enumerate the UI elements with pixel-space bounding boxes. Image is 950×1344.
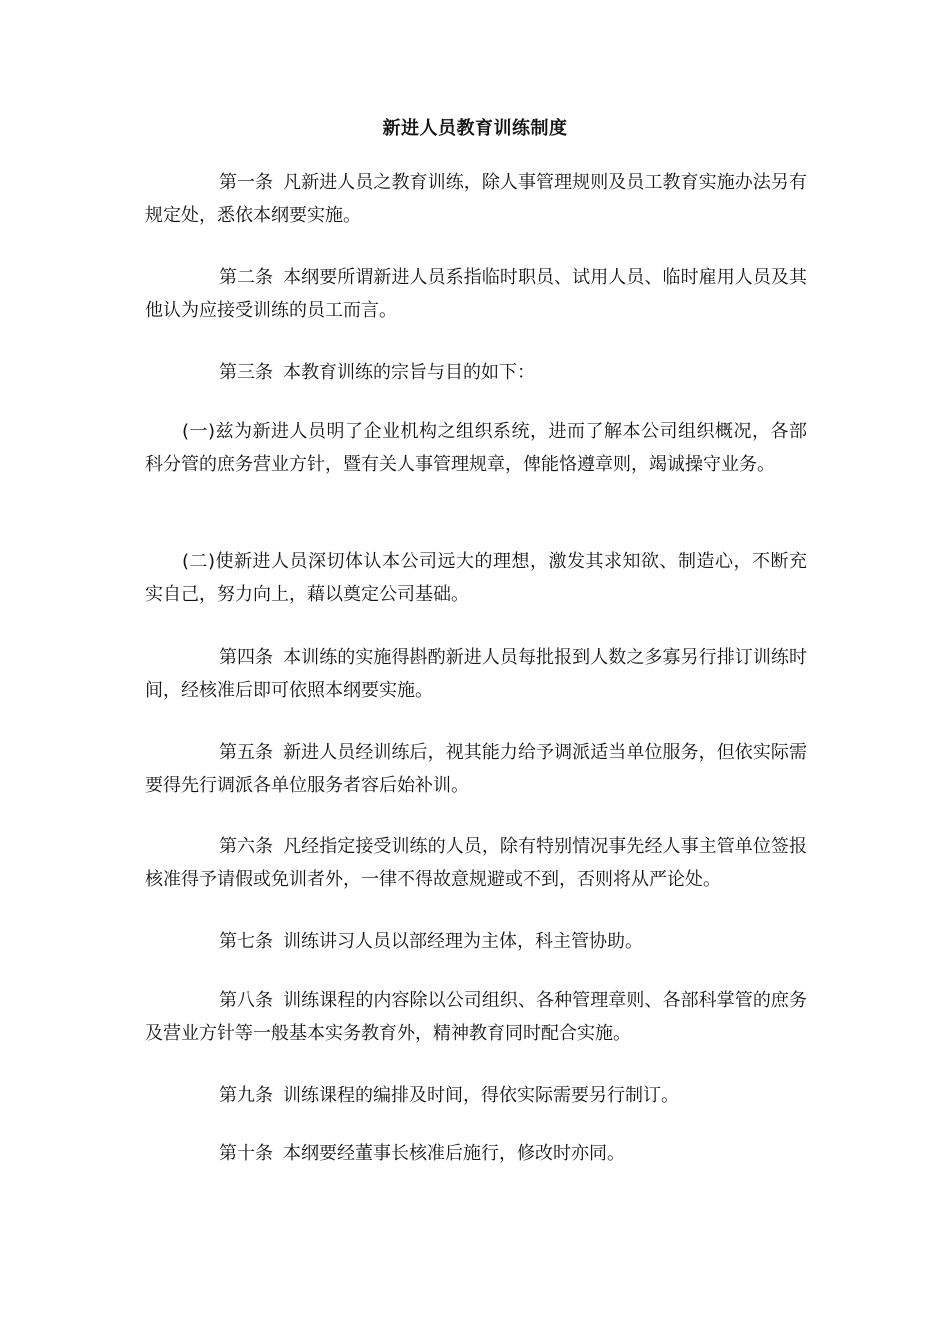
article-number: 第三条 [219,362,273,383]
sub-item-1 [145,415,807,481]
article-text: 训练讲习人员以部经理为主体，科主管协助。 [283,931,643,952]
article-4 [145,641,807,707]
article-6 [145,830,807,896]
article-text: 凡新进人员之教育训练，除人事管理规则及员工教育实施办法另有规定处，悉依本纲要实施。 [145,172,807,226]
article-text: 凡经指定接受训练的人员，除有特别情况事先经人事主管单位签报核准得予请假或免训者外，一律不得故意规避或不到，否则将从严论处。 [145,836,807,890]
article-text: 本教育训练的宗旨与目的如下： [283,362,535,383]
article-number: 第十条 [219,1143,273,1164]
article-text: 本训练的实施得斟酌新进人员每批报到人数之多寡另行排订训练时间，经核准后即可依照本纲要实施。 [145,647,807,701]
sub-item-2 [145,545,807,611]
article-7 [145,925,807,958]
document-title: 新进人员教育训练制度 [382,118,568,139]
article-number: 第五条 [219,742,273,763]
article-number: 第七条 [219,931,273,952]
article-8 [145,984,807,1050]
article-number: 第九条 [219,1085,273,1106]
article-9 [145,1079,807,1112]
article-number: 第六条 [219,836,273,857]
article-text: 本纲要所谓新进人员系指临时职员、试用人员、临时雇用人员及其他认为应接受训练的员工而言。 [145,267,807,321]
article-number: 第四条 [219,647,273,668]
article-number: 第八条 [219,990,273,1011]
article-10 [145,1137,807,1170]
article-number: 第一条 [219,172,273,193]
article-2 [145,261,807,327]
sub-item-text: (一)兹为新进人员明了企业机构之组织系统，进而了解本公司组织概况，各部科分管的庶务营业方针，暨有关人事管理规章，俾能恪遵章则，竭诚操守业务。 [145,421,807,475]
article-number: 第二条 [219,267,273,288]
article-text: 本纲要经董事长核准后施行，修改时亦同。 [283,1143,625,1164]
article-5 [145,736,807,802]
article-text: 训练课程的编排及时间，得依实际需要另行制订。 [283,1085,679,1106]
article-3 [145,356,807,389]
article-text: 训练课程的内容除以公司组织、各种管理章则、各部科掌管的庶务及营业方针等一般基本实务教育外，精神教育同时配合实施。 [145,990,807,1044]
sub-item-text: (二)使新进人员深切体认本公司远大的理想，激发其求知欲、制造心，不断充实自己，努力向上，藉以奠定公司基础。 [145,551,807,605]
article-1 [145,166,807,232]
article-text: 新进人员经训练后，视其能力给予调派适当单位服务，但依实际需要得先行调派各单位服务者容后始补训。 [145,742,807,796]
